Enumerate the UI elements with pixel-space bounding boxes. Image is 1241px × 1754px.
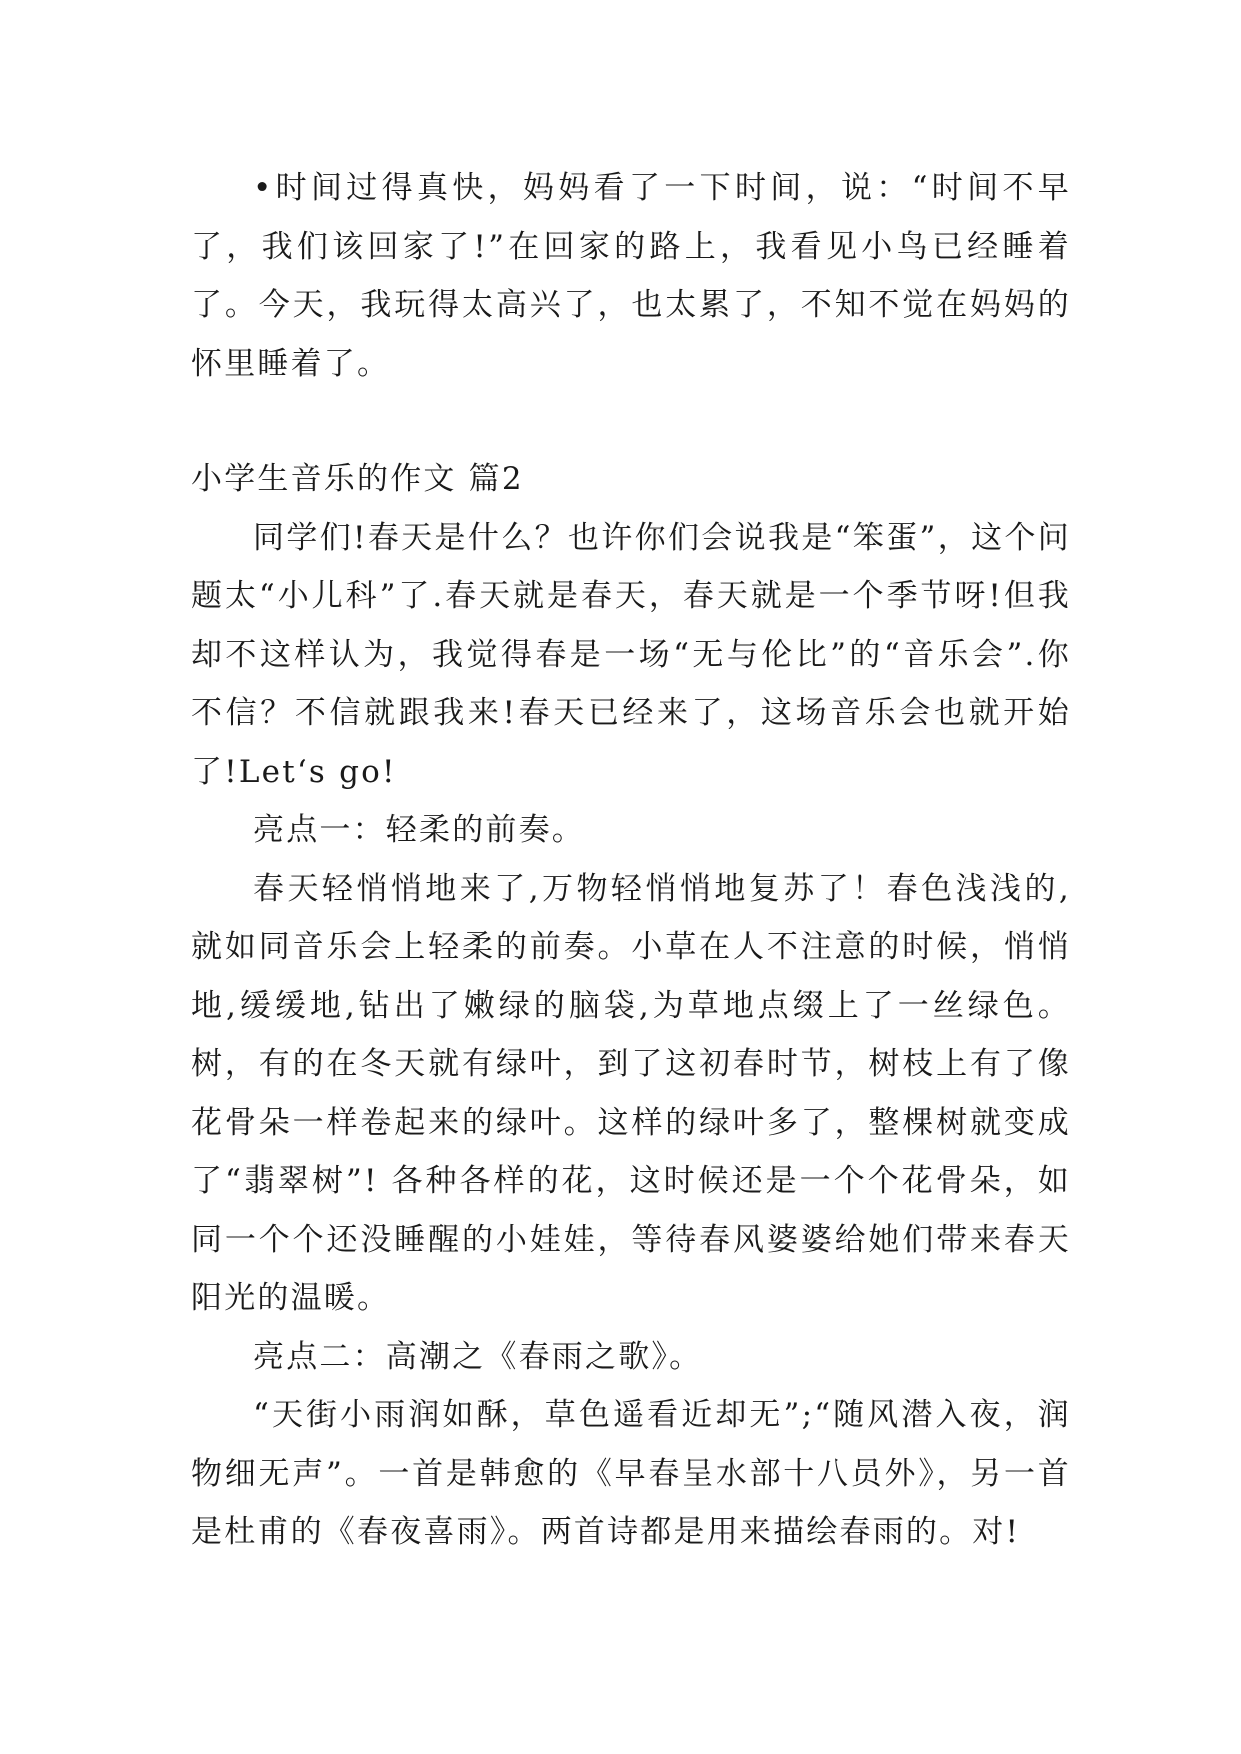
intro-paragraph: •时间过得真快，妈妈看了一下时间，说：“时间不早了，我们该回家了!”在回家的路上，我看见小鸟已经睡着了。今天，我玩得太高兴了，也太累了，不知不觉在妈妈的怀里睡着了。 <box>191 170 1071 382</box>
highlight-two-heading: 亮点二：高潮之《春雨之歌》。 <box>253 1338 703 1375</box>
paragraph-spring-rain: “天街小雨润如酥，草色遥看近却无”;“随风潜入夜，润物细无声”。一首是韩愈的《早春呈水部十八员外》，另一首是杜甫的《春夜喜雨》。两首诗都是用来描绘春雨的。对! <box>191 1397 1071 1550</box>
paragraph-opening: 同学们!春天是什么？也许你们会说我是“笨蛋”，这个问题太“小儿科”了.春天就是春天，春天就是一个季节呀!但我却不这样认为，我觉得春是一场“无与伦比”的“音乐会”.你不信？不信就跟我来!春天已经来了，这场音乐会也就开始了!Let‘s go! <box>191 519 1071 790</box>
section-title: 小学生音乐的作文 篇2 <box>191 461 524 497</box>
intro-block <box>191 159 1071 393</box>
essay-section <box>191 450 1071 1562</box>
paragraph-prelude: 春天轻悄悄地来了,万物轻悄悄地复苏了！春色浅浅的,就如同音乐会上轻柔的前奏。小草在人不注意的时候，悄悄地,缓缓地,钻出了嫩绿的脑袋,为草地点缀上了一丝绿色。树，有的在冬天就有绿叶，到了这初春时节，树枝上有了像花骨朵一样卷起来的绿叶。这样的绿叶多了，整棵树就变成了“翡翠树”! 各种各样的花，这时候还是一个个花骨朵，如同一个个还没睡醒的小娃娃，等待春风婆婆给她们带来春天阳光的温暖。 <box>191 870 1071 1316</box>
highlight-one-heading: 亮点一：轻柔的前奏。 <box>253 812 585 848</box>
